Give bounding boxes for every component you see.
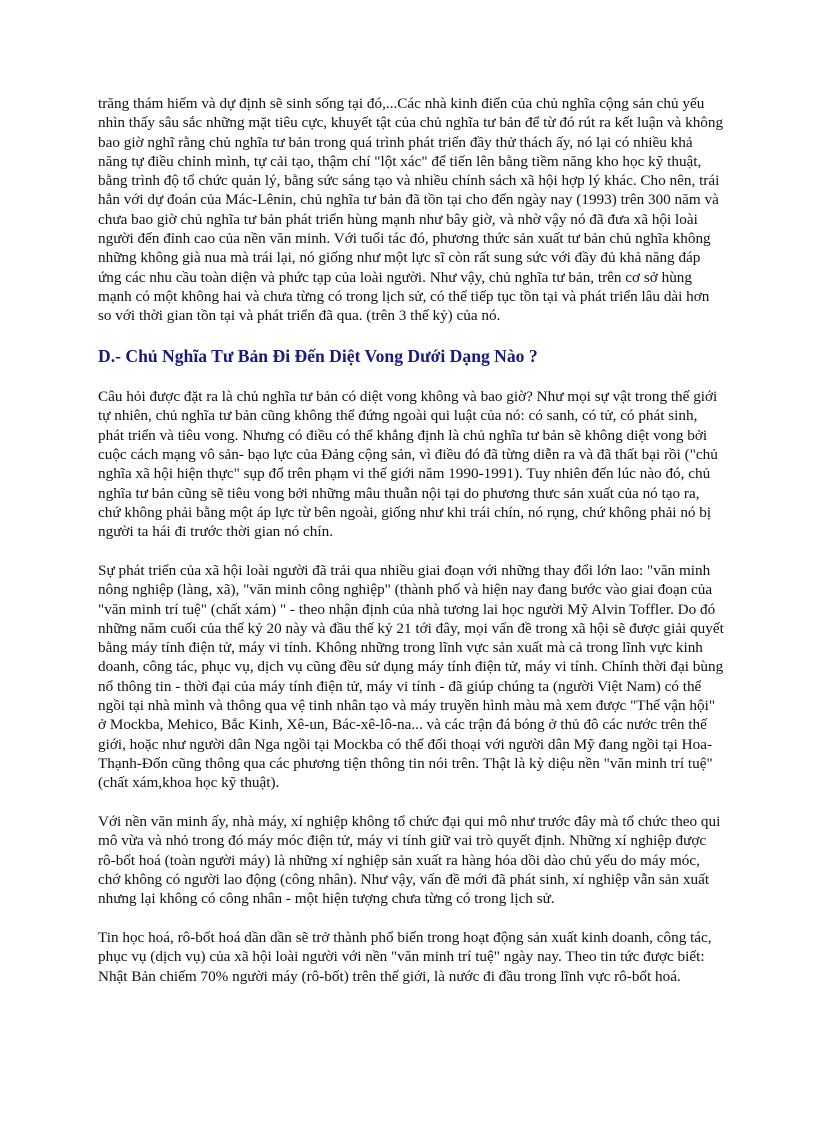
paragraph-capitalism-survival: trăng thám hiểm và dự định sẽ sinh sống tại đó,...Các nhà kinh điển của chủ nghĩa cộng sản chủ yếu nhìn thấy sâu sắc những mặt tiêu cực, khuyết tật của chủ nghĩa tư bản để từ đó rút ra kết luận và không bao giờ nghĩ rằng chủ nghĩa tư bản trong quá trình phát triển đầy thử thách ấy, nó lại có nhiều khả năng tự điều chỉnh mình, tự cải tạo, thậm chí "lột xác" để tiến lên bằng tiềm năng kho học kỹ thuật, bằng trình độ tổ chức quản lý, bằng sức sáng tạo và nhiều chính sách xã hội hợp lý khác. Cho nên, trái hẳn với dự đoán của Mác-Lênin, chủ nghĩa tư bản đã tồn tại cho đến ngày nay (1993) trên 300 năm và chưa bao giờ chủ nghĩa tư bản phát triển hùng mạnh như bây giờ, và nhờ vậy nó đã đưa xã hội loài người đến đỉnh cao của nền văn minh. Với tuổi tác đó, phương thức sản xuất tư bản chủ nghĩa không những không già nua mà trái lại, nó giống như một lực sĩ còn rất sung sức với đầy đủ khả năng đáp ứng các nhu cầu toàn diện và phức tạp của loài người. Như vậy, chủ nghĩa tư bản, trên cơ sở hùng mạnh có một không hai và chưa từng có trong lịch sử, có thể tiếp tục tồn tại và phát triển lâu dài hơn so với thời gian tồn tại và phát triển đã qua. (trên 3 thế kỷ) của nó. (98, 95, 724, 325)
paragraph-robotization: Tin học hoá, rô-bốt hoá dần dần sẽ trở thành phổ biến trong hoạt động sản xuất kinh doanh, công tác, phục vụ (dịch vụ) của xã hội loài người với nền "văn minh trí tuệ" ngày nay. Theo tin tức được biết: Nhật Bản chiếm 70% người máy (rô-bốt) trên thế giới, là nước đi đầu trong lĩnh vực rô-bốt hoá. (98, 928, 712, 985)
paragraph-robotized-factories: Với nền văn minh ấy, nhà máy, xí nghiệp không tổ chức đại qui mô như trước đây mà tổ chức theo qui mô vừa và nhỏ trong đó máy móc điện tử, máy vi tính giữ vai trò quyết định. Những xí nghiệp được rô-bốt hoá (toàn người máy) là những xí nghiệp sản xuất ra hàng hóa dồi dào chủ yếu do máy móc, chớ không có người lao động (công nhân). Như vậy, vấn đề mới đã phát sinh, xí nghiệp vẫn sản xuất nhưng lại không có công nhân - một hiện tượng chưa từng có trong lịch sử. (98, 813, 721, 908)
paragraph-question-of-demise: Câu hỏi được đặt ra là chủ nghĩa tư bản có diệt vong không và bao giờ? Như mọi sự vật trong thế giới tự nhiên, chủ nghĩa tư bản cũng không thể đứng ngoài qui luật của nó: có sanh, có tử, có phát sinh, phát triển và tiêu vong. Nhưng có điều có thể khẳng định là chủ nghĩa tư bản sẽ không diệt vong bởi cuộc cách mạng vô sản- bạo lực của Đảng cộng sản, vì điều đó đã từng diễn ra và đã thất bại rồi ("chủ nghĩa xã hội hiện thực" sụp đổ trên phạm vi thế giới năm 1990-1991). Tuy nhiên đến lúc nào đó, chủ nghĩa tư bản cũng sẽ tiêu vong bởi những mâu thuẫn nội tại do phương thưc sản xuất của nó tạo ra, chứ không phải bằng một áp lực từ bên ngoài, giống như khi trái chín, nó rụng, chứ không phải nó bị người ta hái đi trước thời gian nó chín. (98, 388, 718, 541)
document-page (98, 94, 724, 1005)
paragraph-information-age: Sự phát triển của xã hội loài người đã trải qua nhiều giai đoạn với những thay đổi lớn lao: "văn minh nông nghiệp (làng, xã), "văn minh công nghiệp" (thành phố và hiện nay đang bước vào giai đoạn của "văn minh trí tuệ" (chất xám) " - theo nhận định của nhà tương lai học người Mỹ Alvin Toffler. Do đó những năm cuối của thế kỷ 20 này và đầu thế kỷ 21 tới đây, mọi vấn đề trong xã hội sẽ được giải quyết bằng máy tính điện tử, máy vi tính. Không những trong lĩnh vực sản xuất mà cả trong lĩnh vực kinh doanh, công tác, phục vụ, dịch vụ cũng đều sử dụng máy tính điện tử, máy vi tính. Chính thời đại bùng nổ thông tin - thời đại của máy tính điện tử, máy vi tính - đã giúp chúng ta (người Việt Nam) có thể ngồi tại nhà mình và thông qua vệ tinh nhân tạo và máy truyền hình màu mà xem được "Thế vận hội" ở Mockba, Mehico, Bắc Kinh, Xê-un, Bác-xê-lô-na... và các trận đá bóng ở thủ đô các nước trên thế giới, hoặc như người dân Nga ngồi tại Mockba có thể đối thoại với người dân Mỹ đang ngồi tại Hoa-Thạnh-Đốn cũng thông qua các phương tiện thông tin nói trên. Thật là kỳ diệu nền "văn minh trí tuệ" (chất xám,khoa học kỹ thuật). (98, 561, 724, 792)
section-heading: D.- Chủ Nghĩa Tư Bản Đi Đến Diệt Vong Dưới Dạng Nào ? (98, 346, 538, 367)
